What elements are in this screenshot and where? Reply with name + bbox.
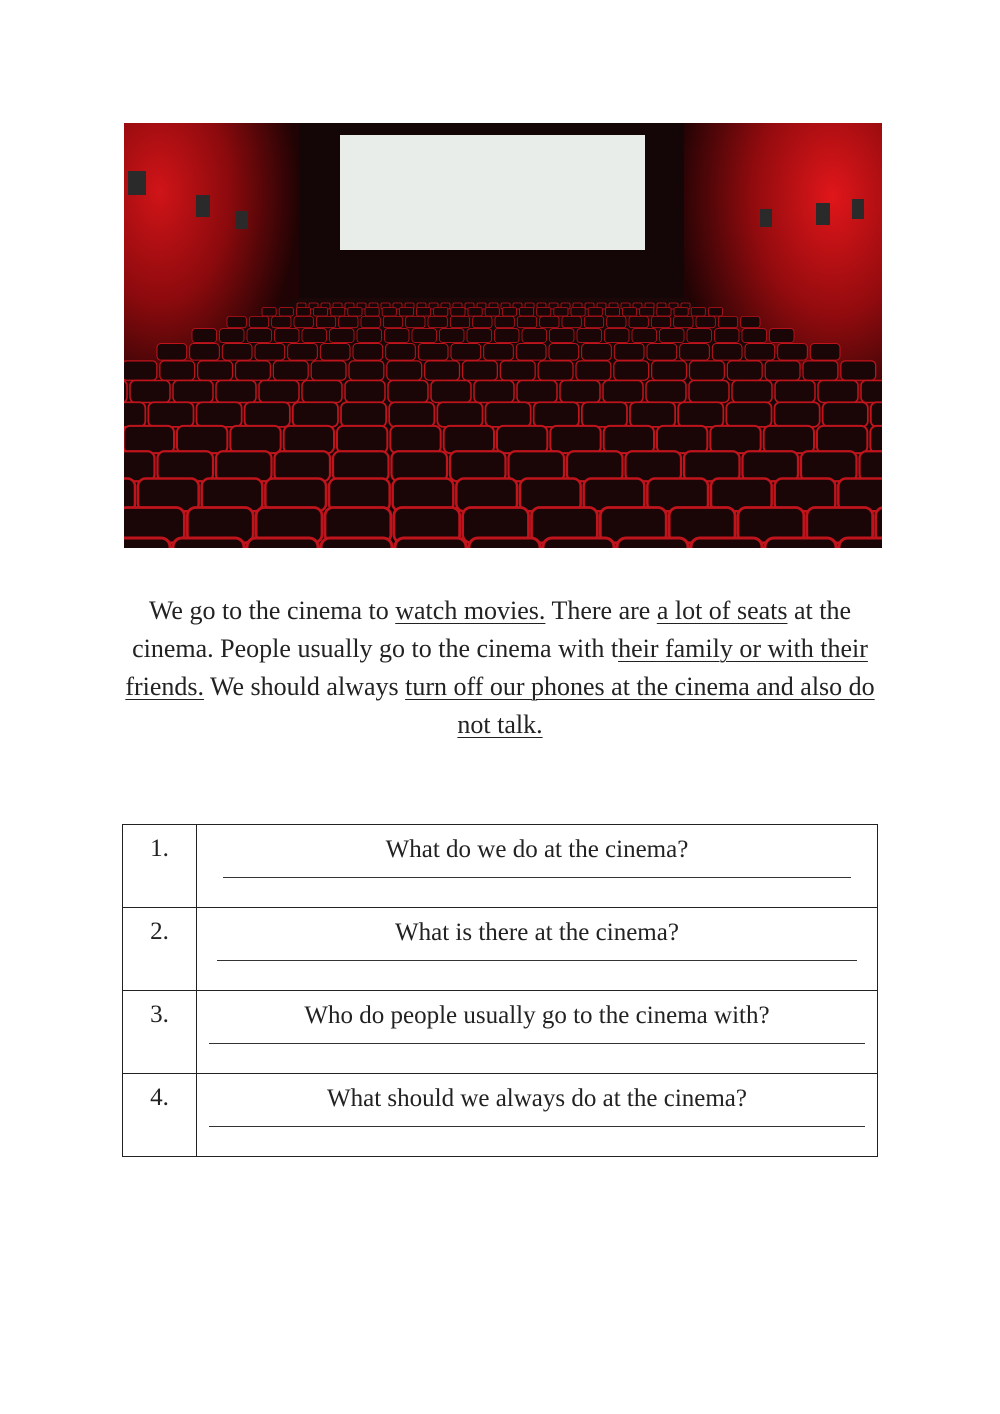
question-row [123,991,878,1074]
passage-text-3: at the cinema. People usually go to the cinema with t [132,596,852,663]
question-text: What is there at the cinema? [395,919,679,946]
reading-passage [120,592,880,744]
answer-line[interactable] [223,877,851,878]
question-cell [197,908,878,991]
cinema-photo [124,123,882,548]
question-number: 1. [123,825,197,908]
underlined-lot-of-seats: a lot of seats [656,596,788,625]
answer-line[interactable] [209,1126,865,1127]
underlined-phones-talk: turn off our phones at the cinema and also do not talk. [405,672,875,739]
question-text: What do we do at the cinema? [385,836,689,863]
passage-text-4: We should always [204,672,406,701]
question-row [123,1074,878,1157]
answer-line[interactable] [209,1043,865,1044]
question-number: 3. [123,991,197,1074]
cinema-screen [340,135,645,250]
question-number: 2. [123,908,197,991]
question-cell [197,1074,878,1157]
question-row [123,825,878,908]
underlined-watch-movies: watch movies. [395,596,546,625]
passage-text-1: We go to the cinema to [148,596,396,625]
question-number: 4. [123,1074,197,1157]
questions-table [122,824,878,1157]
question-cell [197,825,878,908]
question-row [123,908,878,991]
question-text: Who do people usually go to the cinema with? [304,1002,770,1029]
question-text: What should we always do at the cinema? [327,1085,747,1112]
underlined-family-friends: heir family or with their friends. [125,634,868,701]
question-cell [197,991,878,1074]
passage-text-2: There are [545,596,657,625]
answer-line[interactable] [217,960,857,961]
